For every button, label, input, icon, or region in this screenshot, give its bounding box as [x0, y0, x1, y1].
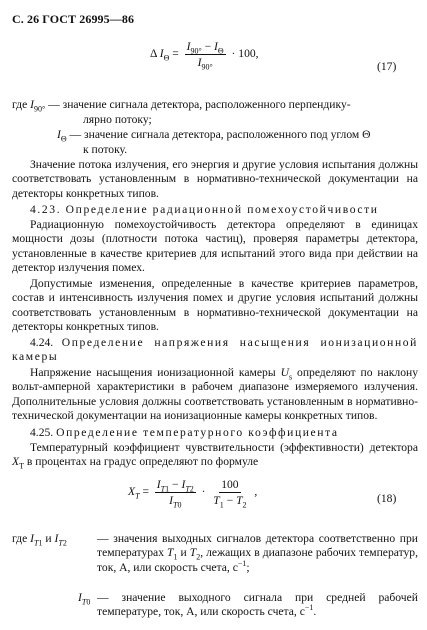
section-4-25-heading: 4.25. Определение температурного коэффициента — [30, 426, 339, 439]
definition-it1-it2-lead: где $I_{T1}$ и $I_{T2}$ — [12, 532, 67, 548]
definition-i90-cont: лярно потоку; — [83, 113, 152, 126]
equation-18-fraction-2: $\frac{100}{T_1 - T_2}$ — [213, 478, 247, 510]
equation-18: $X_T$ = $\frac{I_{T1} - I_{T2}}{I_{T0}}$ · $\frac{100}{T_1 - T_2}$ , — [128, 478, 258, 510]
definition-itheta-text: — значение сигнала детектора, расположенного под углом Θ — [66, 128, 371, 141]
equation-18-fraction-1: $\frac{I_{T1} - I_{T2}}{I_{T0}}$ — [156, 478, 194, 510]
page-header: С. 26 ГОСТ 26995—86 — [12, 12, 135, 26]
paragraph-saturation: Напряжение насыщения ионизационной камеры $U_s$ определяют по наклону вольт-амперной характеристики в рабочем диапазоне измеряемого излучения. Дополнительные условия должны соответствовать установленным в нормативно-технической документации на ионизационные камеры конкретных типов. — [12, 366, 418, 422]
definition-i90: где $I_{90^\circ}$ — значение сигнала детектора, расположенного перпендику- — [12, 98, 351, 114]
definition-it0-text: — значение выходного сигнала при средней рабочей температуре, ток, А, или скорость счета, $с^{-1}$. — [97, 591, 418, 619]
equation-17: Δ $I_\Theta$ = $\frac{I_{90^\circ} - I_\Theta}{I_{90^\circ}}$ · 100, — [150, 40, 259, 72]
paragraph-flux: Значение потока излучения, его энергия и другие условия испытания должны соответствовать установленным в нормативно-технической документации на детекторы конкретных типов. — [12, 158, 418, 200]
definition-i90-text: — значение сигнала детектора, расположенного перпендику- — [45, 98, 351, 111]
paragraph-temp-coefficient: Температурный коэффициент чувствительности (эффективности) детектора $X_T$ в процентах на градус определяют по формуле — [12, 441, 418, 471]
definition-it0-lead: $I_{T0}$ — [78, 591, 91, 607]
paragraph-radiation-immunity: Радиационную помехоустойчивость детектора определяют в единицах мощности дозы (плотности потока частиц), проверяя параметры детектора, установленные в качестве критериев для испытаний этого вида при действии на детектор излучения помех. — [12, 218, 418, 274]
definition-itheta-cont: к потоку. — [83, 143, 128, 156]
definition-it1-it2-text: — значения выходных сигналов детектора соответственно при температурах $T_1$ и $T_2$, лежащих в диапазоне рабочих температур, ток, А, или скорость счета, $с^{-1}$; — [97, 532, 418, 574]
definition-itheta: $I_\Theta$ — значение сигнала детектора, расположенного под углом Θ — [57, 128, 371, 144]
section-4-24-heading: 4.24. Определение напряжения насыщения ионизационной камеры — [12, 336, 418, 364]
equation-18-number: (18) — [377, 492, 397, 505]
definition-lead: где — [12, 98, 28, 111]
equation-17-number: (17) — [377, 60, 397, 73]
section-4-23-heading: 4.23. Определение радиационной помехоустойчивости — [30, 203, 379, 216]
equation-17-fraction: $\frac{I_{90^\circ} - I_\Theta}{I_{90^\circ}}$ — [186, 40, 224, 72]
paragraph-allowed-changes: Допустимые изменения, определенные в качестве критериев параметров, состав и интенсивность излучения помех и другие условия испытаний должны соответствовать установленным в нормативно-технической документации на детекторы конкретных типов. — [12, 277, 418, 333]
